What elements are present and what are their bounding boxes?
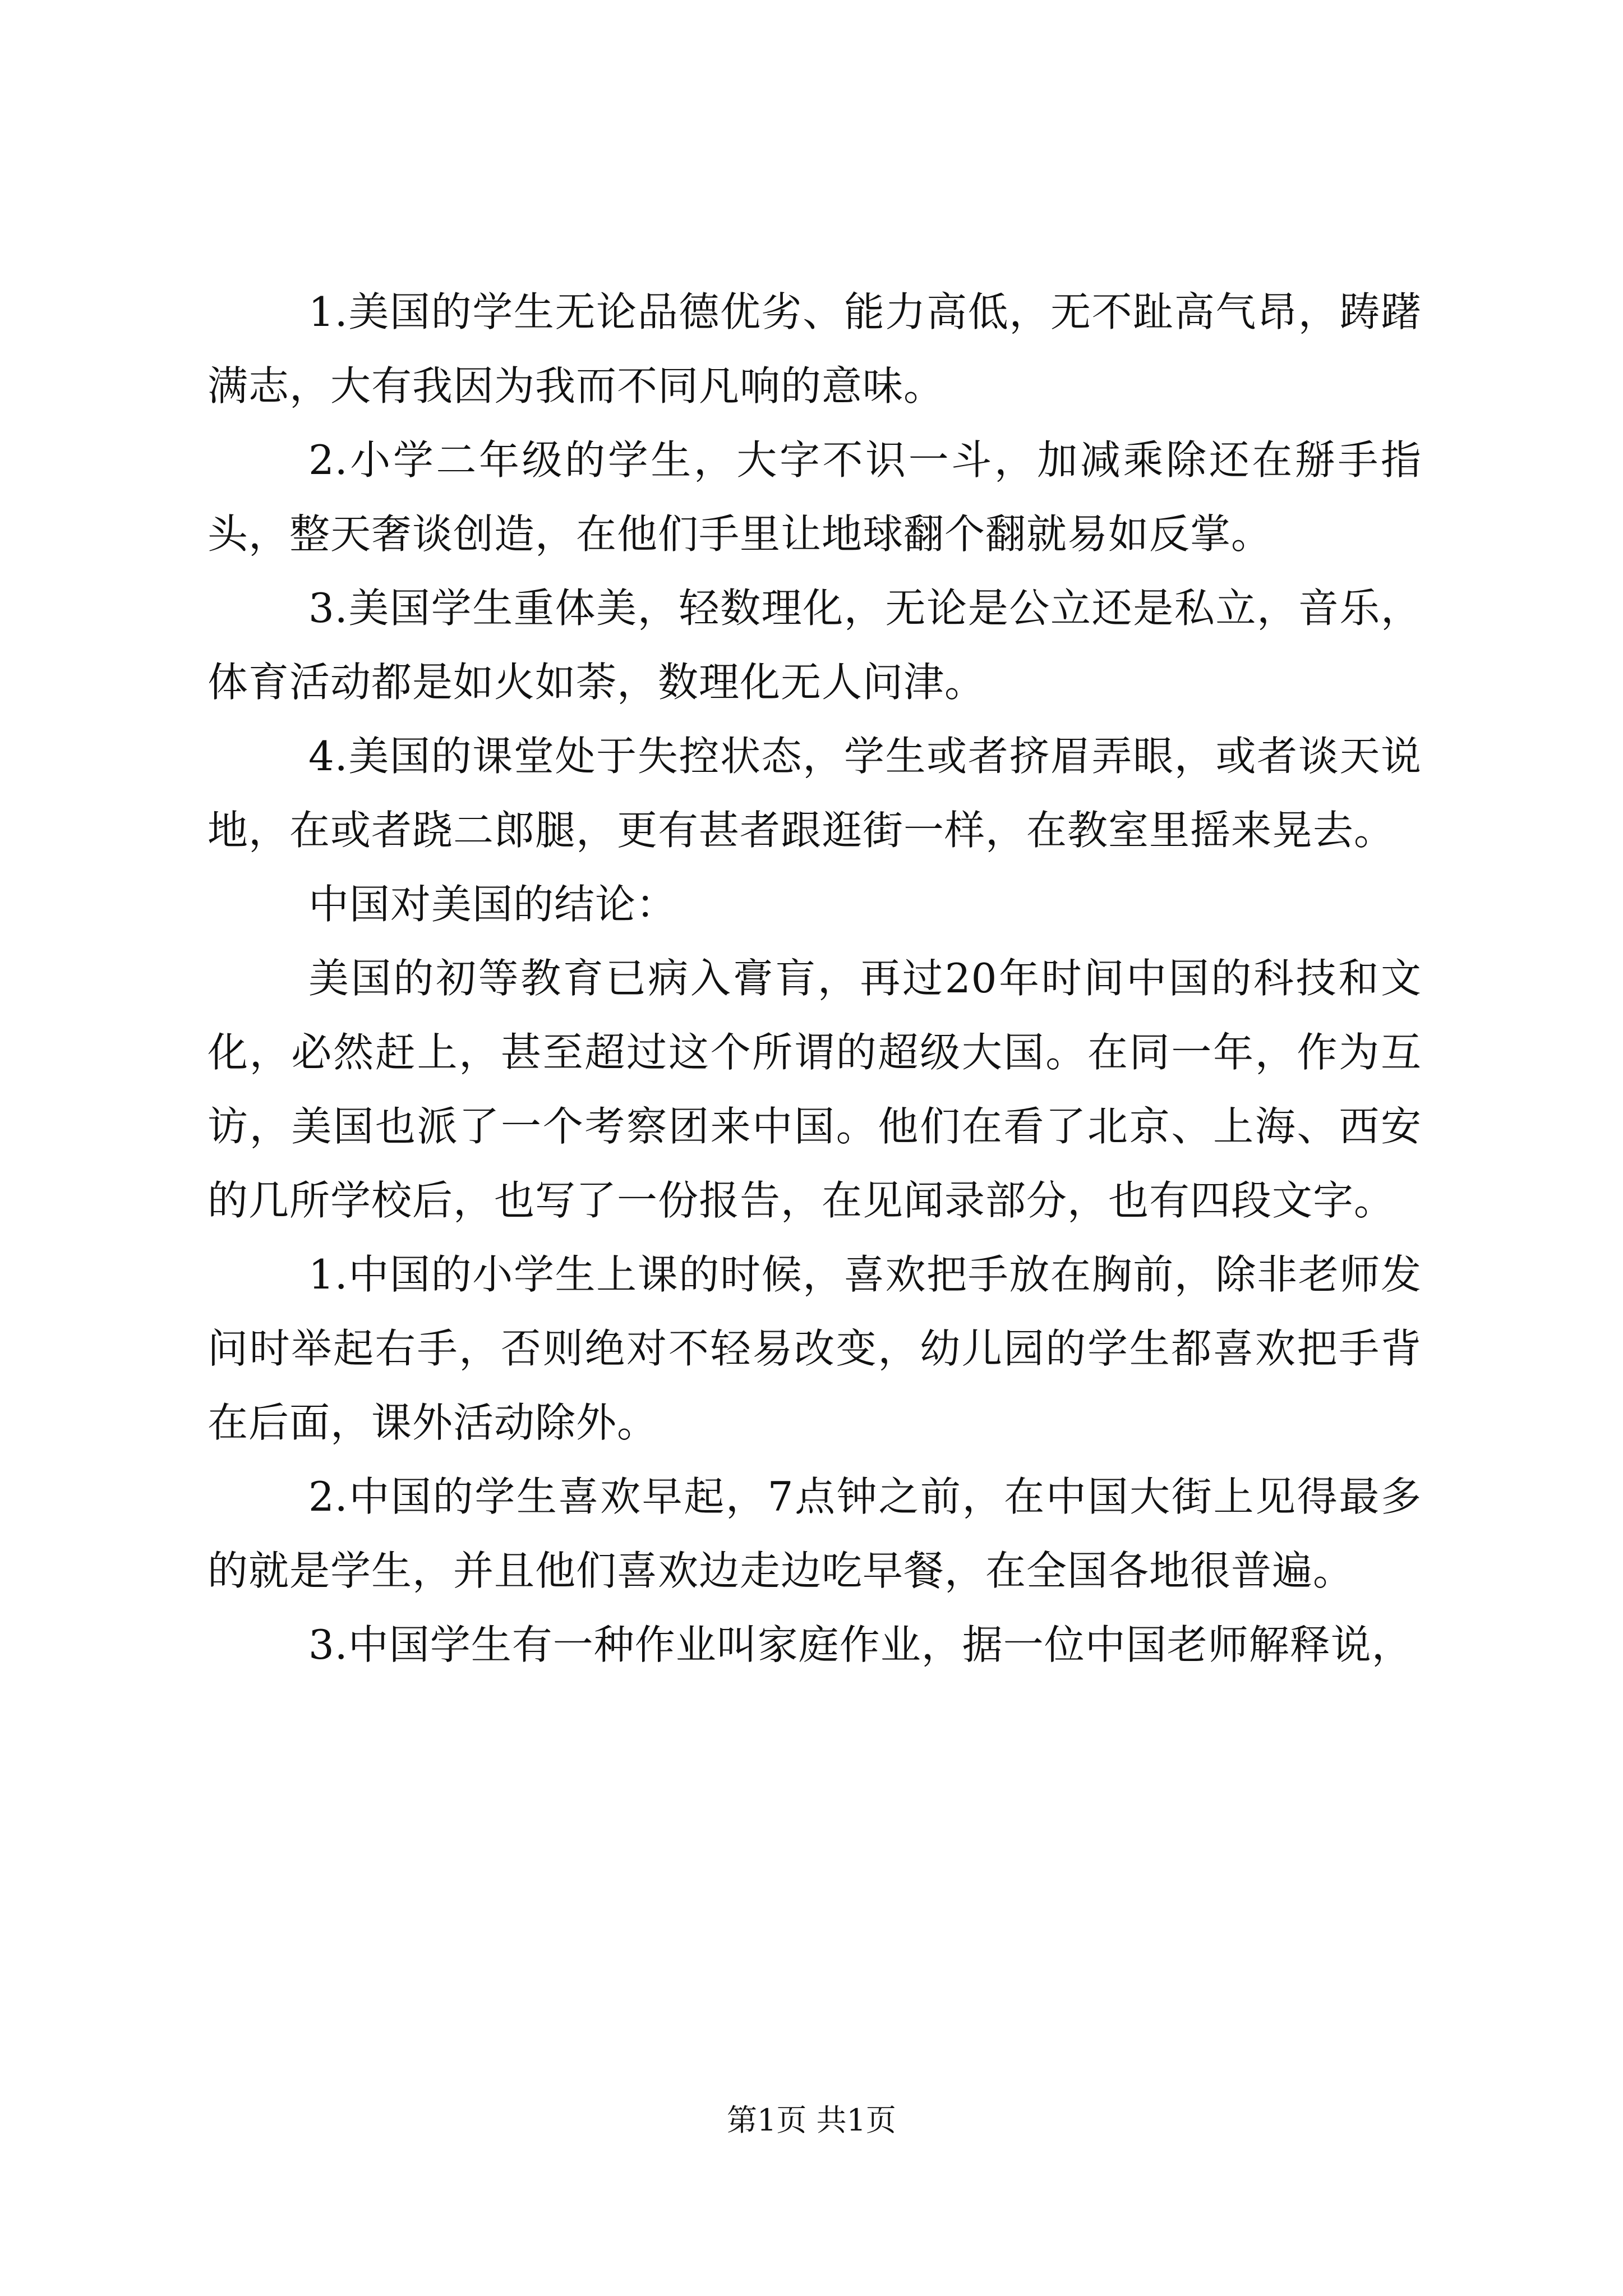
paragraph-cn-homework: 3.中国学生有一种作业叫家庭作业，据一位中国老师解释说， (308, 1621, 1413, 1668)
page-footer: 第1页 共1页 (727, 2102, 896, 2138)
document-body (208, 275, 1422, 1682)
paragraph-us-arts-vs-science: 3.美国学生重体美，轻数理化，无论是公立还是私立，音乐，体育活动都是如火如荼，数理化无人问津。 (208, 585, 1422, 706)
paragraph-china-conclusion: 美国的初等教育已病入膏肓，再过20年时间中国的科技和文化，必然赶上，甚至超过这个所谓的超级大国。在同一年，作为互访，美国也派了一个考察团来中国。他们在看了北京、上海、西安的几所学校后，也写了一份报告，在见闻录部分，也有四段文字。 (208, 955, 1422, 1224)
paragraph-cn-early-rising: 2.中国的学生喜欢早起，7点钟之前，在中国大街上见得最多的就是学生，并且他们喜欢边走边吃早餐，在全国各地很普遍。 (208, 1473, 1422, 1594)
paragraph-us-students-confidence: 1.美国的学生无论品德优劣、能力高低，无不趾高气昂，踌躇满志，大有我因为我而不同凡响的意味。 (208, 288, 1422, 409)
paragraph-us-second-graders: 2.小学二年级的学生，大字不识一斗，加减乘除还在掰手指头，整天奢谈创造，在他们手里让地球翻个翻就易如反掌。 (208, 436, 1422, 558)
paragraph-china-conclusion-heading: 中国对美国的结论： (308, 881, 677, 928)
paragraph-us-classroom: 4.美国的课堂处于失控状态，学生或者挤眉弄眼，或者谈天说地，在或者跷二郎腿，更有甚者跟逛街一样，在教室里摇来晃去。 (208, 733, 1422, 854)
paragraph-cn-hands-posture: 1.中国的小学生上课的时候，喜欢把手放在胸前，除非老师发问时举起右手，否则绝对不轻易改变，幼儿园的学生都喜欢把手背在后面，课外活动除外。 (208, 1251, 1422, 1446)
